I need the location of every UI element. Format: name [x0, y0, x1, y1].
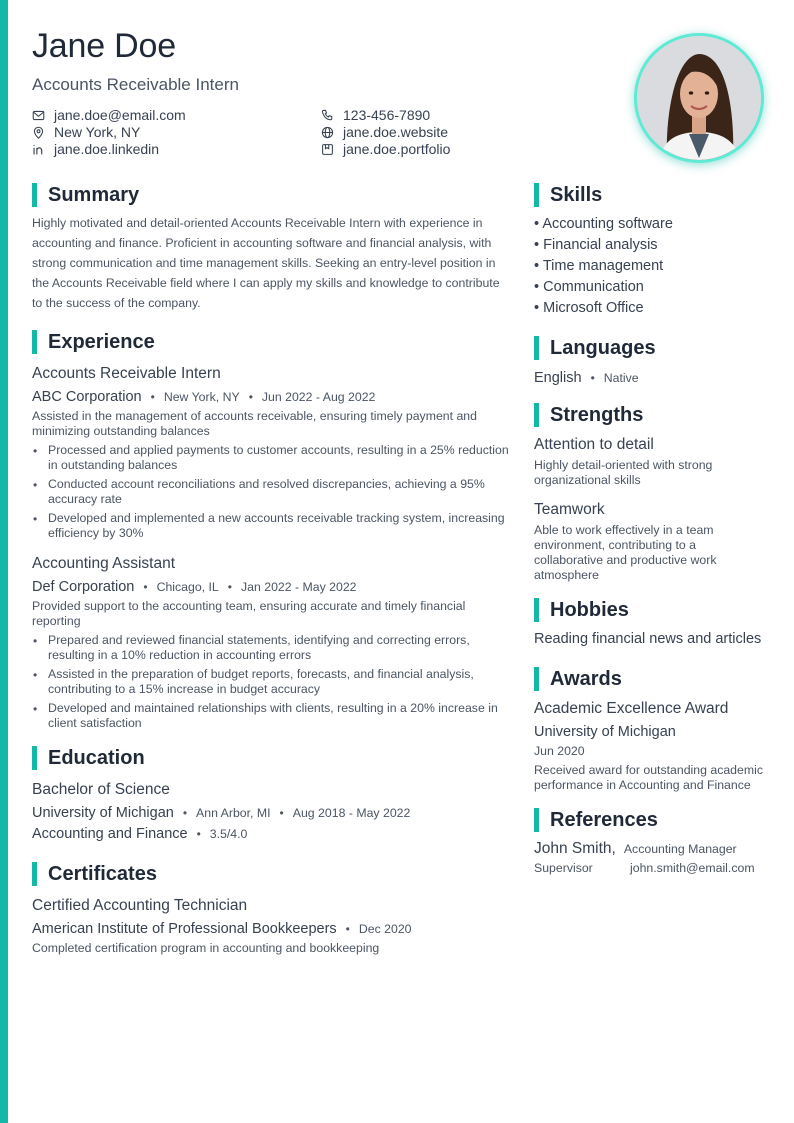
skills-list [534, 214, 766, 319]
job-dates: Jun 2022 - Aug 2022 [261, 390, 376, 404]
reference-row [534, 840, 766, 858]
separator-dot: • [279, 806, 284, 820]
candidate-title: Accounts Receivable Intern [32, 75, 239, 95]
separator-dot: • [182, 806, 188, 820]
education-gpa: 3.5/4.0 [209, 827, 248, 841]
strength-title: Attention to detail [534, 436, 654, 453]
strength-title: Teamwork [534, 501, 605, 518]
reference-row-2 [534, 861, 766, 875]
language-name: English [534, 370, 582, 386]
languages-section [534, 336, 766, 388]
education-dates: Aug 2018 - May 2022 [292, 806, 411, 820]
certificates-section [32, 862, 512, 956]
awards-heading: Awards [534, 667, 766, 691]
strengths-section [534, 403, 766, 583]
contact-list [32, 107, 632, 157]
job-entry [32, 554, 512, 731]
main-column [32, 183, 512, 956]
job-company: Def Corporation [32, 579, 135, 595]
linkedin-text: jane.doe.linkedin [54, 141, 160, 158]
hobbies-section [534, 598, 766, 648]
certificates-heading: Certificates [32, 862, 512, 886]
skills-heading: Skills [534, 183, 766, 207]
experience-section [32, 330, 512, 731]
separator-dot: • [345, 922, 350, 936]
email-text: jane.doe@email.com [54, 107, 186, 124]
reference-position: Accounting Manager [623, 842, 737, 856]
sidebar-column [534, 183, 766, 875]
skill-item: • Financial analysis [534, 237, 658, 253]
reference-relation: Supervisor [534, 861, 593, 875]
contact-phone[interactable] [321, 107, 621, 123]
job-bullet: • Conducted account reconciliations and resolved discrepancies, achieving a 95% accuracy rate [32, 477, 512, 507]
skill-item: • Time management [534, 258, 664, 274]
contact-linkedin[interactable] [32, 141, 321, 157]
experience-heading: Experience [32, 330, 512, 354]
skill-item: • Microsoft Office [534, 300, 644, 316]
separator-dot: • [150, 390, 155, 404]
language-item [534, 368, 766, 388]
skill-item: • Accounting software [534, 216, 673, 232]
certificate-issuer: American Institute of Professional Bookkeepers [32, 921, 337, 937]
strength-description: Able to work effectively in a team environment, contributing to a collaborative and productive work atmosphere [534, 523, 717, 582]
contact-location [32, 124, 321, 140]
skill-label: Time management [542, 258, 664, 274]
separator-dot: • [143, 580, 148, 594]
references-section [534, 808, 766, 875]
strength-item [534, 500, 766, 583]
education-section [32, 746, 512, 844]
job-bullets [32, 443, 512, 541]
job-bullet: • Developed and maintained relationships with clients, resulting in a 20% increase in client satisfaction [32, 701, 512, 731]
phone-text: 123-456-7890 [343, 107, 431, 124]
skill-label: Communication [543, 279, 644, 295]
education-location: Ann Arbor, MI [196, 806, 271, 820]
award-description: Received award for outstanding academic performance in Accounting and Finance [534, 763, 763, 792]
job-meta [32, 387, 512, 407]
reference-name: John Smith, [534, 840, 616, 857]
education-heading: Education [32, 746, 512, 770]
job-bullet: • Prepared and reviewed financial statements, identifying and correcting errors, resulting in a 10% reduction in accounting errors [32, 633, 512, 663]
award-name: Academic Excellence Award [534, 700, 729, 717]
job-entry [32, 364, 512, 541]
skill-item: • Communication [534, 279, 644, 295]
education-school: University of Michigan [32, 805, 174, 821]
contact-website[interactable] [321, 124, 621, 140]
job-bullets [32, 633, 512, 731]
separator-dot: • [248, 390, 253, 404]
job-dates: Jan 2022 - May 2022 [240, 580, 357, 594]
job-role: Accounts Receivable Intern [32, 365, 221, 382]
summary-text: Highly motivated and detail-oriented Accounts Receivable Intern with experience in accounting and finance. Proficient in accounting software and financial analysis, with strong communication and time management skills. Seeking an entry-level position in the Accounts Receivable field where I can apply my skills and knowledge to contribute to the success of the company. [32, 216, 500, 310]
language-level: Native [603, 371, 639, 385]
accent-bar [0, 0, 8, 1123]
profile-portrait [637, 36, 761, 160]
certificate-meta [32, 919, 512, 939]
separator-dot: • [196, 827, 201, 841]
job-meta [32, 577, 512, 597]
strength-description: Highly detail-oriented with strong organizational skills [534, 458, 713, 487]
linkedin-icon [32, 143, 45, 156]
portfolio-icon [321, 143, 334, 156]
location-text: New York, NY [54, 124, 141, 141]
job-company: ABC Corporation [32, 389, 142, 405]
awards-section [534, 667, 766, 793]
separator-dot: • [590, 371, 595, 385]
hobbies-heading: Hobbies [534, 598, 766, 622]
skill-label: Microsoft Office [543, 300, 644, 316]
resume-header [32, 28, 632, 157]
job-description: Provided support to the accounting team, ensuring accurate and timely financial reporting [32, 599, 466, 628]
job-role: Accounting Assistant [32, 555, 176, 572]
job-bullet: • Assisted in the preparation of budget reports, forecasts, and financial analysis, contributing to a 15% increase in budget accuracy [32, 667, 512, 697]
strength-item [534, 435, 766, 488]
website-text: jane.doe.website [343, 124, 449, 141]
education-degree: Bachelor of Science [32, 781, 170, 798]
hobby-item: Reading financial news and articles [534, 631, 762, 647]
skill-label: Accounting software [542, 216, 673, 232]
award-issuer: University of Michigan [534, 724, 676, 740]
job-location: Chicago, IL [156, 580, 219, 594]
summary-section [32, 183, 512, 313]
certificate-description: Completed certification program in accounting and bookkeeping [32, 941, 380, 955]
location-pin-icon [32, 126, 45, 139]
certificate-name: Certified Accounting Technician [32, 897, 248, 914]
summary-heading: Summary [32, 183, 512, 207]
globe-icon [321, 126, 334, 139]
contact-email[interactable] [32, 107, 321, 123]
candidate-name: Jane Doe [32, 27, 176, 65]
languages-heading: Languages [534, 336, 766, 360]
job-bullet: • Processed and applied payments to customer accounts, resulting in a 25% reduction in outstanding balances [32, 443, 512, 473]
education-field-row [32, 824, 512, 844]
skills-section [534, 183, 766, 319]
job-bullet: • Developed and implemented a new accounts receivable tracking system, increasing efficiency by 30% [32, 511, 512, 541]
certificate-date: Dec 2020 [358, 922, 412, 936]
job-description: Assisted in the management of accounts receivable, ensuring timely payment and minimizing outstanding balances [32, 409, 477, 438]
education-meta [32, 803, 512, 823]
separator-dot: • [227, 580, 232, 594]
award-date: Jun 2020 [534, 744, 585, 758]
contact-portfolio[interactable] [321, 141, 621, 157]
portfolio-text: jane.doe.portfolio [343, 141, 451, 158]
job-location: New York, NY [163, 390, 240, 404]
phone-icon [321, 109, 334, 122]
reference-email[interactable]: john.smith@email.com [630, 861, 755, 875]
skill-label: Financial analysis [543, 237, 658, 253]
mail-icon [32, 109, 45, 122]
education-field: Accounting and Finance [32, 826, 188, 842]
profile-photo [634, 33, 764, 163]
strengths-heading: Strengths [534, 403, 766, 427]
references-heading: References [534, 808, 766, 832]
